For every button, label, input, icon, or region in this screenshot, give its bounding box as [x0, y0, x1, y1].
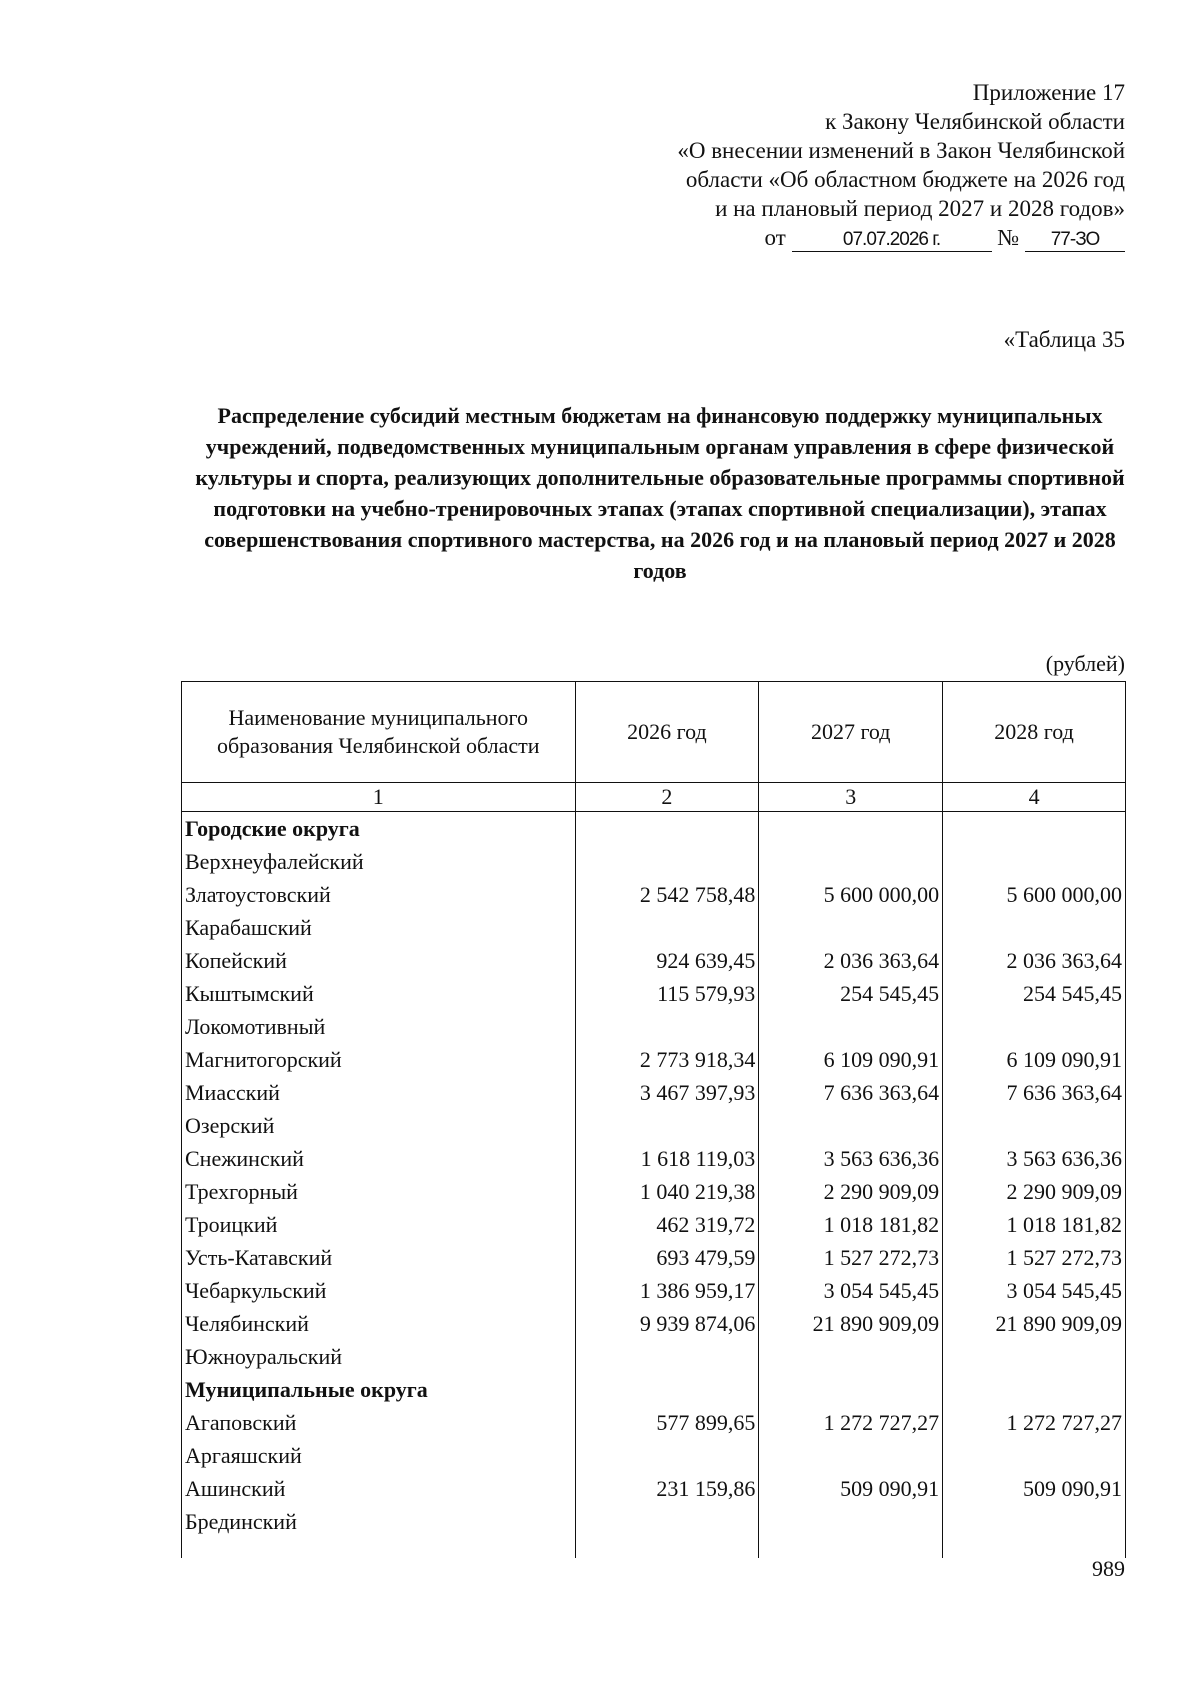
value-2027-cell: [759, 1373, 943, 1406]
municipality-name-cell: Озерский: [182, 1109, 576, 1142]
value-2028-cell: [943, 1439, 1126, 1472]
value-2027-cell: [759, 845, 943, 878]
value-2026-cell: 577 899,65: [575, 1406, 759, 1439]
value-2028-cell: 2 290 909,09: [943, 1175, 1126, 1208]
value-2028-cell: [943, 1340, 1126, 1373]
municipality-name-cell: Трехгорный: [182, 1175, 576, 1208]
from-label: от: [764, 225, 786, 250]
value-2028-cell: 254 545,45: [943, 977, 1126, 1010]
table-row: [182, 977, 1126, 1010]
spacer-cell: [943, 1538, 1126, 1558]
spacer-cell: [759, 1538, 943, 1558]
table-row: [182, 1010, 1126, 1043]
value-2026-cell: [575, 812, 759, 846]
spacer-cell: [182, 1538, 576, 1558]
page-number: 989: [1092, 1556, 1125, 1581]
value-2027-cell: [759, 911, 943, 944]
value-2026-cell: 1 386 959,17: [575, 1274, 759, 1307]
value-2027-cell: 2 290 909,09: [759, 1175, 943, 1208]
value-2027-cell: [759, 1010, 943, 1043]
value-2026-cell: 924 639,45: [575, 944, 759, 977]
value-2026-cell: [575, 911, 759, 944]
value-2028-cell: 1 018 181,82: [943, 1208, 1126, 1241]
column-number: 4: [943, 783, 1126, 812]
value-2028-cell: 3 563 636,36: [943, 1142, 1126, 1175]
value-2027-cell: 1 527 272,73: [759, 1241, 943, 1274]
table-row: [182, 1505, 1126, 1538]
table-row: [182, 1406, 1126, 1439]
table-tail-spacer: [182, 1538, 1126, 1558]
value-2026-cell: 462 319,72: [575, 1208, 759, 1241]
value-2026-cell: 231 159,86: [575, 1472, 759, 1505]
law-date: 07.07.2026 г.: [792, 229, 992, 252]
table-header-row: [182, 682, 1126, 783]
column-header-2028: 2028 год: [943, 682, 1126, 783]
value-2026-cell: 3 467 397,93: [575, 1076, 759, 1109]
column-header-name: Наименование муниципального образования Челябинской области: [182, 682, 576, 783]
table-row: [182, 845, 1126, 878]
table-label: «Таблица 35: [1003, 327, 1125, 352]
units-label: (рублей): [1045, 651, 1125, 676]
table-row: [182, 1472, 1126, 1505]
value-2027-cell: [759, 1439, 943, 1472]
value-2026-cell: 2 542 758,48: [575, 878, 759, 911]
value-2028-cell: 3 054 545,45: [943, 1274, 1126, 1307]
value-2026-cell: 693 479,59: [575, 1241, 759, 1274]
spacer-cell: [575, 1538, 759, 1558]
table-row: [182, 1307, 1126, 1340]
table-row: [182, 1241, 1126, 1274]
municipality-name-cell: Локомотивный: [182, 1010, 576, 1043]
value-2026-cell: [575, 1505, 759, 1538]
table-row: [182, 1340, 1126, 1373]
value-2028-cell: [943, 812, 1126, 846]
law-date-number-line: [565, 223, 1125, 252]
municipality-name-cell: Верхнеуфалейский: [182, 845, 576, 878]
table-row: [182, 878, 1126, 911]
value-2028-cell: [943, 1109, 1126, 1142]
table-row: [182, 1439, 1126, 1472]
municipality-name-cell: Аргаяшский: [182, 1439, 576, 1472]
table-body: [182, 812, 1126, 1559]
value-2027-cell: 254 545,45: [759, 977, 943, 1010]
value-2026-cell: [575, 845, 759, 878]
municipality-name-cell: Брединский: [182, 1505, 576, 1538]
value-2027-cell: 21 890 909,09: [759, 1307, 943, 1340]
value-2027-cell: [759, 1505, 943, 1538]
appendix-line: области «Об областном бюджете на 2026 год: [685, 167, 1125, 192]
value-2026-cell: [575, 1010, 759, 1043]
value-2027-cell: 2 036 363,64: [759, 944, 943, 977]
value-2026-cell: 1 618 119,03: [575, 1142, 759, 1175]
value-2027-cell: 6 109 090,91: [759, 1043, 943, 1076]
value-2026-cell: [575, 1109, 759, 1142]
municipality-name-cell: Магнитогорский: [182, 1043, 576, 1076]
law-number: 77-ЗО: [1025, 229, 1125, 252]
table-row: [182, 944, 1126, 977]
table-row: [182, 1208, 1126, 1241]
column-header-2026: 2026 год: [575, 682, 759, 783]
value-2028-cell: 1 272 727,27: [943, 1406, 1126, 1439]
column-number: 1: [182, 783, 576, 812]
column-number: 3: [759, 783, 943, 812]
value-2028-cell: 509 090,91: [943, 1472, 1126, 1505]
value-2028-cell: [943, 845, 1126, 878]
value-2026-cell: [575, 1439, 759, 1472]
column-number: 2: [575, 783, 759, 812]
municipality-name-cell: Агаповский: [182, 1406, 576, 1439]
value-2027-cell: [759, 1109, 943, 1142]
appendix-line: и на плановый период 2027 и 2028 годов»: [715, 196, 1125, 221]
column-header-2027: 2027 год: [759, 682, 943, 783]
table-row: [182, 1274, 1126, 1307]
value-2027-cell: 1 272 727,27: [759, 1406, 943, 1439]
municipality-name-cell: Чебаркульский: [182, 1274, 576, 1307]
municipality-name-cell: Городские округа: [182, 812, 576, 846]
municipality-name-cell: Кыштымский: [182, 977, 576, 1010]
appendix-header: [565, 78, 1125, 252]
value-2026-cell: 2 773 918,34: [575, 1043, 759, 1076]
value-2027-cell: 5 600 000,00: [759, 878, 943, 911]
value-2026-cell: 1 040 219,38: [575, 1175, 759, 1208]
value-2027-cell: [759, 1340, 943, 1373]
value-2028-cell: 2 036 363,64: [943, 944, 1126, 977]
municipality-name-cell: Муниципальные округа: [182, 1373, 576, 1406]
table-row: [182, 911, 1126, 944]
appendix-line: к Закону Челябинской области: [825, 109, 1125, 134]
value-2028-cell: 1 527 272,73: [943, 1241, 1126, 1274]
table-row: [182, 1175, 1126, 1208]
document-title: Распределение субсидий местным бюджетам на финансовую поддержку муниципальных учреждений, подведомственных муниципальным органам управления в сфере физической культуры и спорта, реализующих дополнительные образовательные программы спортивной подготовки на учебно-тренировочных этапах (этапах спортивной специализации), этапах совершенствования спортивного мастерства, на 2026 год и на плановый период 2027 и 2028 годов: [195, 403, 1125, 583]
number-sign: №: [997, 225, 1020, 250]
value-2028-cell: [943, 1010, 1126, 1043]
value-2027-cell: 509 090,91: [759, 1472, 943, 1505]
municipality-name-cell: Миасский: [182, 1076, 576, 1109]
table-row: [182, 1043, 1126, 1076]
subsidy-table: [181, 681, 1126, 1558]
municipality-name-cell: Снежинский: [182, 1142, 576, 1175]
value-2028-cell: 5 600 000,00: [943, 878, 1126, 911]
value-2026-cell: [575, 1340, 759, 1373]
municipality-name-cell: Златоустовский: [182, 878, 576, 911]
table-row: [182, 1109, 1126, 1142]
municipality-name-cell: Карабашский: [182, 911, 576, 944]
value-2028-cell: [943, 1505, 1126, 1538]
value-2026-cell: 9 939 874,06: [575, 1307, 759, 1340]
value-2027-cell: 3 054 545,45: [759, 1274, 943, 1307]
value-2027-cell: 3 563 636,36: [759, 1142, 943, 1175]
municipality-name-cell: Челябинский: [182, 1307, 576, 1340]
table-row: [182, 1142, 1126, 1175]
value-2026-cell: 115 579,93: [575, 977, 759, 1010]
value-2028-cell: [943, 911, 1126, 944]
column-number-row: [182, 783, 1126, 812]
value-2026-cell: [575, 1373, 759, 1406]
value-2028-cell: 21 890 909,09: [943, 1307, 1126, 1340]
value-2028-cell: [943, 1373, 1126, 1406]
municipality-name-cell: Усть-Катавский: [182, 1241, 576, 1274]
municipality-name-cell: Копейский: [182, 944, 576, 977]
appendix-line: Приложение 17: [972, 80, 1125, 105]
value-2027-cell: 1 018 181,82: [759, 1208, 943, 1241]
value-2027-cell: 7 636 363,64: [759, 1076, 943, 1109]
value-2027-cell: [759, 812, 943, 846]
municipality-name-cell: Троицкий: [182, 1208, 576, 1241]
appendix-line: «О внесении изменений в Закон Челябинской: [677, 138, 1125, 163]
table-group-row: [182, 812, 1126, 846]
municipality-name-cell: Ашинский: [182, 1472, 576, 1505]
municipality-name-cell: Южноуральский: [182, 1340, 576, 1373]
table-row: [182, 1076, 1126, 1109]
value-2028-cell: 7 636 363,64: [943, 1076, 1126, 1109]
value-2028-cell: 6 109 090,91: [943, 1043, 1126, 1076]
table-group-row: [182, 1373, 1126, 1406]
